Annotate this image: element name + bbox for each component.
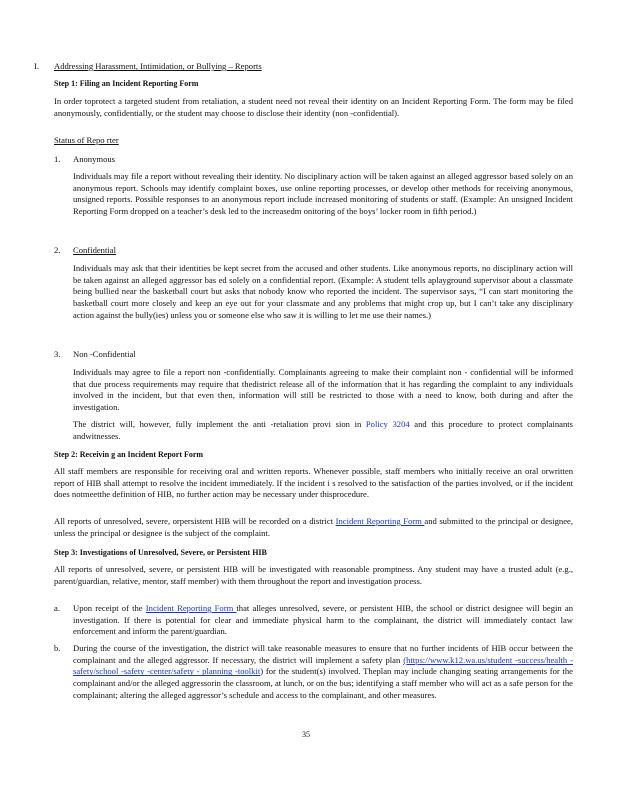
safety-planning-toolkit-link[interactable]: (https://www.k12.wa.us/student -success/health -safety/school -safety -center/safety - planning -toolkit xyxy=(73,654,573,677)
status-heading: Status of Repo rter xyxy=(54,135,119,145)
item-text-non-confidential: Individuals may agree to file a report non -confidentially. Complainants agreeing to make their complaint non - confidential will be informed that due process requirements may require that thedistrict release all of the information that it has regarding the complaint to any individuals involved in the incident, but that even then, information will still be restricted to those with a need to know, both during and after the investigation. xyxy=(73,367,573,413)
item-text-anonymous: Individuals may file a report without revealing their identity. No disciplinary action will be taken against an alleged aggressor based solely on an anonymous report. Schools may identify complaint boxes, use online reporting processes, or develop other methods for receiving anonymous, unsigned reports. Possible responses to an anonymous report include increased monitoring of students or staff. (Example: An unsigned Incident Reporting Form dropped on a teacher’s desk led to the increasedm onitoring of the boys’ locker room in fifth period.) xyxy=(73,171,573,217)
step3-item-b xyxy=(73,643,573,702)
item-number: 1. xyxy=(54,154,61,164)
step3-paragraph-1: All reports of unresolved, severe, or persistent HIB will be investigated with reasonable promptness. Any student may have a trusted adult (e.g., parent/guardian, relative, mentor, staff member) with them throughout the report and investigation process. xyxy=(54,564,573,586)
incident-reporting-form-link[interactable]: Incident Reporting Form xyxy=(145,603,237,613)
step2-heading: Step 2: Receivin g an Incident Report Form xyxy=(54,450,204,459)
step1-heading: Step 1: Filing an Incident Reporting Form xyxy=(54,79,199,88)
section-number: I. xyxy=(34,61,40,71)
step3-item-a xyxy=(73,603,573,638)
item-label-confidential: Confidential xyxy=(73,245,116,255)
list-letter: b. xyxy=(54,643,61,653)
item-text-retaliation xyxy=(73,419,573,442)
policy-3204-link[interactable]: Policy 3204 xyxy=(365,419,410,429)
item-label-anonymous: Anonymous xyxy=(73,154,116,164)
step2-p2-text-b: and submitted to the principal or designee, unless the principal or designee is the subject of the complaint. xyxy=(54,516,574,538)
list-letter: a. xyxy=(54,603,60,613)
step2-p2-text-a: All reports of unresolved, severe, orpersistent HIB will be recorded on a district xyxy=(54,516,336,526)
item-number: 3. xyxy=(54,349,61,359)
incident-reporting-form-link[interactable]: Incident Reporting Form xyxy=(335,516,425,526)
page-number: 35 xyxy=(302,730,310,739)
section-title: Addressing Harassment, Intimidation, or Bullying – Reports xyxy=(54,61,262,71)
retaliation-text-b: and this procedure to protect complainants andwitnesses. xyxy=(73,419,573,441)
step2-paragraph-2 xyxy=(54,516,573,539)
step3-item-b-post: ) for the student(s) involved. Theplan may include changing seating arrangements for the complainant and/or the alleged aggressorin the classroom, at lunch, or on the bus; identifying a staff member who will act as a safe person for the complainant; altering the alleged aggressor’s schedule and access to the complainant, and other measures. xyxy=(73,666,573,700)
step3-item-b-pre: During the course of the investigation, the district will take reasonable measures to ensure that no further incidents of HIB occur between the complainant and the alleged aggressor. If necessary, the district will implement a safety plan xyxy=(73,643,573,665)
step1-intro: In order toprotect a targeted student from retaliation, a student need not reveal their identity on an Incident Reporting Form. The form may be filed anonymously, confidentially, or the student may choose to disclose their identity (non -confidential). xyxy=(54,96,573,118)
step3-item-a-post: that alleges unresolved, severe, or persistent HIB, the school or district designee will begin an investigation. If there is potential for clear and immediate physical harm to the complainant, the district will immediately contact law enforcement and inform the parent/guardian. xyxy=(73,603,573,637)
item-text-confidential: Individuals may ask that their identities be kept secret from the accused and other students. Like anonymous reports, no disciplinary action will be taken against an alleged aggressor bas ed solely on a confidential report. (Example: A student tells aplayground supervisor about a classmate being bullied near the basketball court but asks that nobody know who reported the incident. The supervisor says, “I can start monitoring the basketball court more closely and keep an eye out for your classmate and any problems that might crop up, but I can’t take any disciplinary action against the bully(ies) unless you or someone else who saw it is willing to let me use their names.) xyxy=(73,263,573,320)
step2-paragraph-1: All staff members are responsible for receiving oral and written reports. Whenever possible, staff members who initially receive an oral orwritten report of HIB shall attempt to resolve the incident immediately. If the incident i s resolved to the satisfaction of the parties involved, or if the incident does notmeetthe definition of HIB, no further action may be necessary under thisprocedure. xyxy=(54,466,573,500)
item-label-non-confidential: Non -Confidential xyxy=(73,349,136,359)
step3-item-a-pre: Upon receipt of the xyxy=(73,603,146,613)
retaliation-text-a: The district will, however, fully implement the anti -retaliation provi sion in xyxy=(73,419,366,429)
step3-heading: Step 3: Investigations of Unresolved, Severe, or Persistent HIB xyxy=(54,548,267,557)
item-number: 2. xyxy=(54,245,61,255)
